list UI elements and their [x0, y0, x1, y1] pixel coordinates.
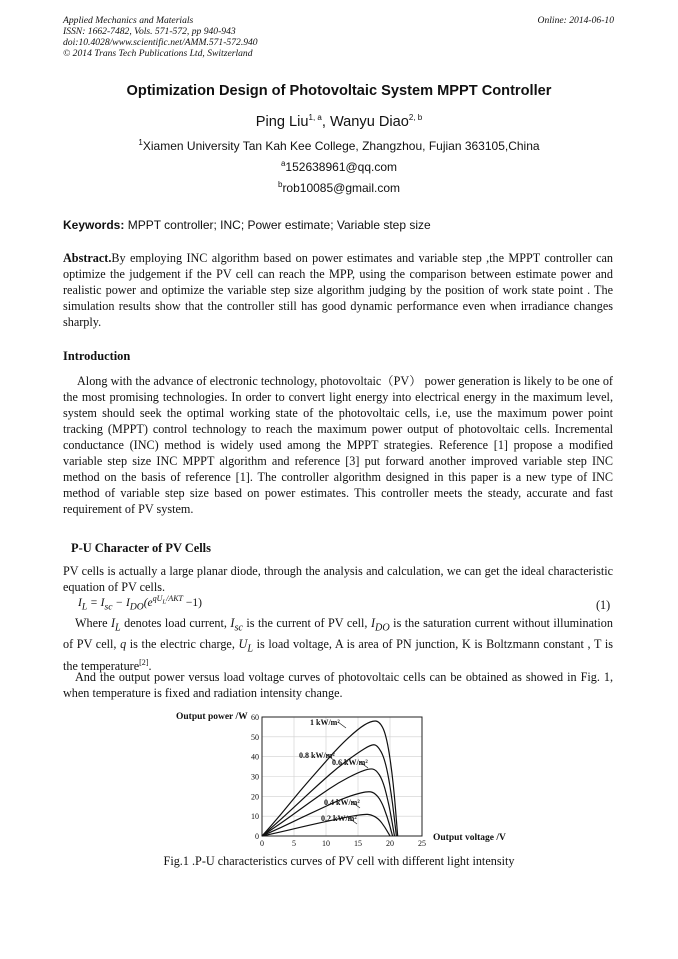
eq-sub-sc: sc — [104, 601, 113, 613]
figure-caption: Fig.1 .P-U characteristics curves of PV cell with different light intensity — [163, 854, 515, 868]
where-text-end: . — [148, 658, 152, 673]
y-tick-label: 30 — [251, 772, 259, 782]
reference-2[interactable]: [2] — [139, 657, 149, 667]
keywords — [63, 218, 431, 232]
var-isc-sub: sc — [234, 622, 243, 634]
var-isc: I — [230, 616, 235, 630]
eq-end: −1) — [183, 597, 202, 609]
email-a — [0, 160, 678, 174]
keywords-text: MPPT controller; INC; Power estimate; Variable step size — [124, 218, 431, 232]
var-ul-sub: L — [247, 643, 253, 655]
y-tick-label: 0 — [255, 832, 259, 841]
eq-exp-tail: /AKT — [166, 594, 184, 604]
x-tick-label: 25 — [418, 839, 426, 848]
var-il-sub: L — [115, 622, 121, 634]
series-label: 0.8 kW/m² — [299, 751, 335, 760]
x-axis-label: Output voltage /V — [433, 833, 506, 843]
y-tick-label: 60 — [251, 713, 259, 722]
affiliation-number: 1 — [138, 138, 143, 147]
author-line — [0, 114, 678, 130]
author-separator: , — [321, 114, 330, 130]
issn-line: ISSN: 1662-7482, Vols. 571-572, pp 940-943 — [63, 26, 236, 37]
x-tick-label: 20 — [386, 839, 394, 848]
author-1-name: Ping Liu — [255, 114, 309, 130]
eq-lhs: I — [78, 597, 82, 609]
eq-exp: qU — [152, 594, 163, 604]
pu-paragraph-3: And the output power versus load voltage curves of photovoltaic cells can be obtained as showed in Fig. 1, when temperature is fixed and radiation intensity change. — [63, 670, 613, 700]
where-text-5: is the electric charge, — [126, 637, 239, 652]
abstract-text: By employing INC algorithm based on power estimates and variable step ,the MPPT controller can optimize the judgement if the PV cell can reach the MPP, using the comparison between estimate power and realistic power and optimize the variable step size algorithm judging by the position of work state point . The simulation results show that the controller still has good dynamic performance even when irradiance changes sharply. — [63, 251, 613, 329]
series-label: 0.6 kW/m² — [332, 758, 368, 767]
x-tick-label: 0 — [260, 839, 264, 848]
abstract — [63, 250, 613, 330]
eq-part-3: (e — [143, 597, 153, 609]
where-text-1: Where — [75, 616, 111, 630]
author-2-name: Wanyu Diao — [329, 114, 409, 130]
where-text-2: denotes load current, — [120, 616, 231, 630]
eq-part-1: = I — [87, 597, 105, 609]
where-text-6: is load voltage, A is area of PN junction, K is Boltzmann constant , T is the temperature — [63, 637, 613, 673]
pu-chart — [170, 706, 530, 850]
journal-name: Applied Mechanics and Materials — [63, 15, 194, 26]
chart-axes — [251, 713, 426, 848]
where-text-3: is the current of PV cell, — [242, 616, 371, 630]
eq-sub-do: DO — [129, 601, 144, 613]
var-ul: U — [238, 637, 248, 652]
pu-paragraph-1: PV cells is actually a large planar diode, through the analysis and calculation, we can get the ideal characteristic equation of PV cells. — [63, 564, 613, 594]
eq-exp-sub: L — [162, 598, 167, 606]
email-a-text[interactable]: 152638961@qq.com — [285, 160, 398, 174]
x-tick-label: 15 — [354, 839, 362, 848]
keywords-label: Keywords: — [63, 218, 125, 232]
email-b-mark: b — [277, 180, 283, 189]
copyright-line: © 2014 Trans Tech Publications Ltd, Switzerland — [63, 48, 253, 59]
var-q: q — [120, 637, 127, 652]
introduction-heading: Introduction — [63, 349, 131, 363]
x-tick-label: 5 — [292, 839, 296, 848]
y-tick-label: 20 — [251, 792, 259, 802]
author-1-affil: 1, a — [308, 113, 322, 123]
var-ido-sub: DO — [375, 622, 390, 634]
online-date: Online: 2014-06-10 — [537, 15, 614, 26]
y-axis-label: Output power /W — [176, 712, 248, 722]
affiliation — [0, 139, 678, 153]
journal-header — [63, 15, 258, 59]
doi-line: doi:10.4028/www.scientific.net/AMM.571-572.940 — [63, 37, 258, 48]
eq-lhs-sub: L — [81, 601, 88, 613]
y-tick-label: 40 — [251, 752, 259, 762]
email-b — [0, 181, 678, 195]
email-a-mark: a — [280, 159, 286, 168]
series-label: 0.4 kW/m² — [324, 798, 360, 807]
var-ido: I — [370, 616, 376, 630]
equation-1 — [78, 594, 202, 613]
y-tick-label: 10 — [251, 812, 259, 822]
x-tick-label: 10 — [322, 839, 330, 848]
var-il: I — [110, 616, 116, 630]
email-b-text[interactable]: rob10085@gmail.com — [282, 181, 401, 195]
abstract-label: Abstract. — [63, 251, 112, 265]
author-2-affil: 2, b — [408, 113, 423, 123]
affiliation-text: Xiamen University Tan Kah Kee College, Zhangzhou, Fujian 363105,China — [142, 139, 540, 153]
pu-paragraph-2 — [63, 615, 613, 674]
y-tick-label: 50 — [251, 732, 259, 742]
where-text-4: is the saturation current without illumination of PV cell, — [63, 616, 613, 652]
pu-section-heading: P-U Character of PV Cells — [71, 541, 211, 555]
series-label: 1 kW/m² — [310, 718, 340, 727]
equation-number: (1) — [596, 598, 611, 612]
eq-part-2: − I — [112, 597, 130, 609]
paper-title: Optimization Design of Photovoltaic System MPPT Controller — [126, 83, 552, 99]
series-label: 0.2 kW/m² — [321, 814, 357, 823]
introduction-text: Along with the advance of electronic technology, photovoltaic（PV） power generation is likely to be one of the most promising technologies. In order to convert light energy into electrical energy in the maximum level, system should seek the optimal working state of the photovoltaic cells, i.e, use the maximum power point tracking (MPPT) control technology to reach the maximum power output of photovoltaic cells. Incremental conductance (INC) method is widely used among the MPPT strategies. Reference [1] propose a modified variable step size INC MPPT algorithm and reference [3] put forward another improved variable step INC method on the basis of reference [1]. The controller algorithm designed in this paper is a new type of INC method of variable step size based on power estimates. This controller meets the steady, accurate and fast requirement of PV system. — [63, 374, 613, 516]
